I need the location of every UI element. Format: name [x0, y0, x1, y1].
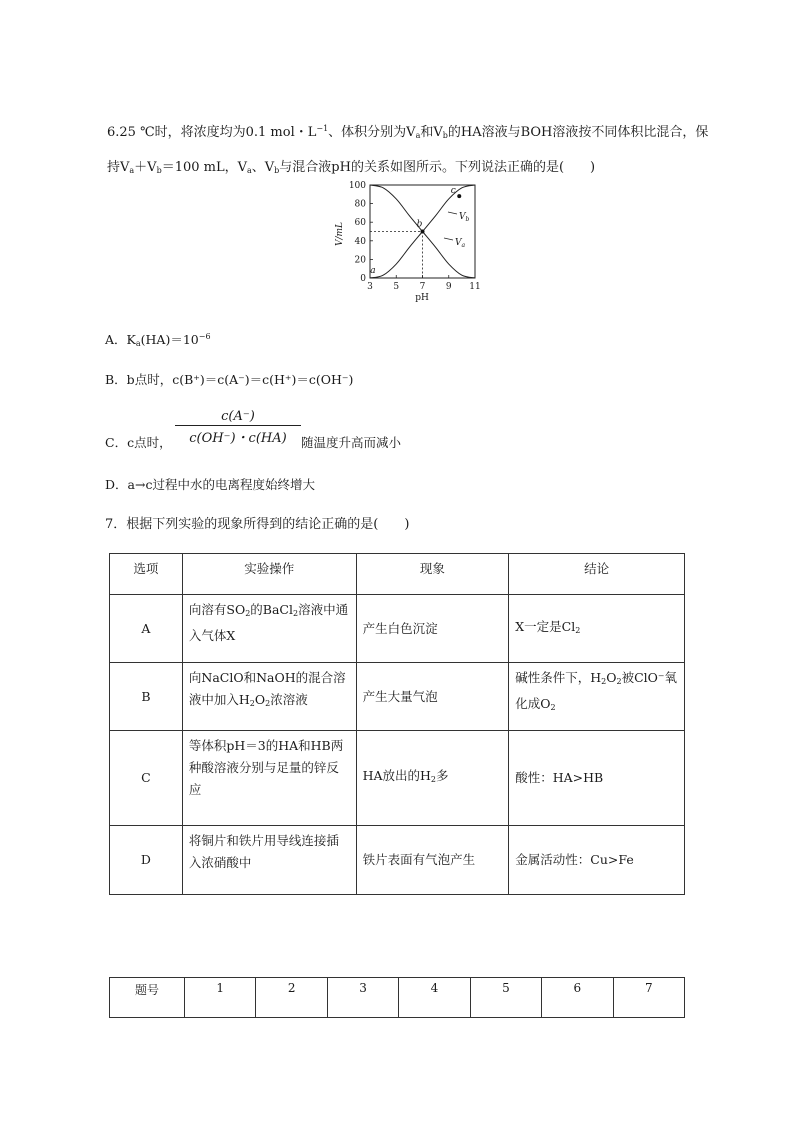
q6-line-1: 6.25 ℃时，将浓度均为0.1 mol・$L^{-1}$、体积分别为$V_a$和$V_b$的HA溶液与BOH溶液按不同体积比混合，保 — [107, 124, 709, 140]
table-row — [110, 826, 685, 895]
row-operation: 向溶有$SO_2$的BaCl$_2$溶液中通入气体X — [182, 595, 356, 663]
y-tick-label: 60 — [354, 218, 366, 229]
answer-cell[interactable]: 2 — [256, 978, 327, 1018]
table-row — [110, 731, 685, 826]
option-d: D．a→c过程中水的电离程度始终增大 — [105, 477, 315, 492]
answer-cell[interactable]: 5 — [470, 978, 541, 1018]
point-a-label: a — [370, 266, 376, 277]
x-tick-label: 11 — [469, 282, 481, 292]
y-axis-label: V/mL — [335, 221, 345, 247]
x-axis-label: pH — [415, 293, 429, 303]
answer-grid-header: 题号 — [110, 978, 185, 1018]
point-c-label: c — [450, 186, 456, 197]
series-va-leader — [444, 238, 453, 240]
row-conclusion: X一定是$Cl_2$ — [509, 595, 685, 663]
point-b-label: b — [416, 219, 423, 230]
row-conclusion: 酸性：HA>HB — [509, 731, 685, 826]
point-b-marker — [421, 230, 425, 234]
header-phenomenon: 现象 — [356, 554, 509, 595]
answer-grid-row — [110, 978, 685, 1018]
header-option: 选项 — [110, 554, 183, 595]
option-c-prefix: C．c点时， — [105, 435, 172, 450]
series-vb-label: $V_b$ — [459, 212, 470, 223]
y-tick-label: 40 — [354, 236, 366, 247]
answer-cell[interactable]: 3 — [327, 978, 398, 1018]
question-7-stem: 7．根据下列实验的现象所得到的结论正确的是( ) — [105, 517, 410, 532]
table-row — [110, 663, 685, 731]
row-operation: 等体积pH＝3的HA和HB两种酸溶液分别与足量的锌反应 — [182, 731, 356, 826]
row-phenomenon: HA放出的$H_2$多 — [356, 731, 509, 826]
experiment-table — [109, 553, 685, 895]
row-operation: 将铜片和铁片用导线连接插入浓硝酸中 — [182, 826, 356, 895]
answer-cell[interactable]: 1 — [185, 978, 256, 1018]
row-phenomenon: 铁片表面有气泡产生 — [356, 826, 509, 895]
row-conclusion: 金属活动性：Cu>Fe — [509, 826, 685, 895]
y-tick-label: 100 — [348, 181, 366, 191]
header-conclusion: 结论 — [509, 554, 685, 595]
x-tick-label: 3 — [367, 282, 373, 292]
row-option: B — [110, 663, 183, 731]
y-tick-label: 20 — [354, 255, 366, 266]
answer-cell[interactable]: 7 — [613, 978, 684, 1018]
fraction-numerator: c(A⁻) — [175, 409, 301, 426]
v-ph-chart — [330, 176, 490, 306]
row-option: D — [110, 826, 183, 895]
option-c-suffix: 随温度升高而减小 — [301, 435, 402, 450]
option-b: B．b点时，c(B⁺)＝c(A⁻)＝c(H⁺)＝c(OH⁻) — [105, 372, 354, 387]
header-operation: 实验操作 — [182, 554, 356, 595]
x-tick-label: 7 — [419, 282, 426, 292]
row-option: A — [110, 595, 183, 663]
row-conclusion: 碱性条件下，$H_2O_2$被ClO⁻氧化成$O_2$ — [509, 663, 685, 731]
answer-cell[interactable]: 6 — [542, 978, 613, 1018]
x-tick-label: 5 — [393, 282, 400, 292]
table-row — [110, 595, 685, 663]
table-header-row — [110, 554, 685, 595]
x-tick-label: 9 — [445, 282, 452, 292]
series-va-label: $V_a$ — [455, 238, 466, 249]
q6-line-2: 持$V_a+V_b=100$ mL，$V_a$、$V_b$与混合液pH的关系如图所示。下列说法正确的是( ) — [107, 160, 596, 175]
answer-cell[interactable]: 4 — [399, 978, 470, 1018]
y-tick-label: 80 — [354, 199, 366, 210]
row-phenomenon: 产生大量气泡 — [356, 663, 509, 731]
row-operation: 向NaClO和NaOH的混合溶液中加入$H_2O_2$浓溶液 — [182, 663, 356, 731]
y-tick-label: 0 — [360, 274, 366, 284]
option-c-fraction — [175, 409, 301, 446]
row-phenomenon: 产生白色沉淀 — [356, 595, 509, 663]
row-option: C — [110, 731, 183, 826]
series-vb-leader — [448, 212, 457, 214]
option-a: A．$K_a(HA)=10^{-6}$ — [105, 332, 211, 348]
point-c-marker — [457, 194, 461, 198]
answer-grid — [109, 977, 685, 1018]
fraction-denominator: c(OH⁻)・c(HA) — [189, 431, 287, 446]
